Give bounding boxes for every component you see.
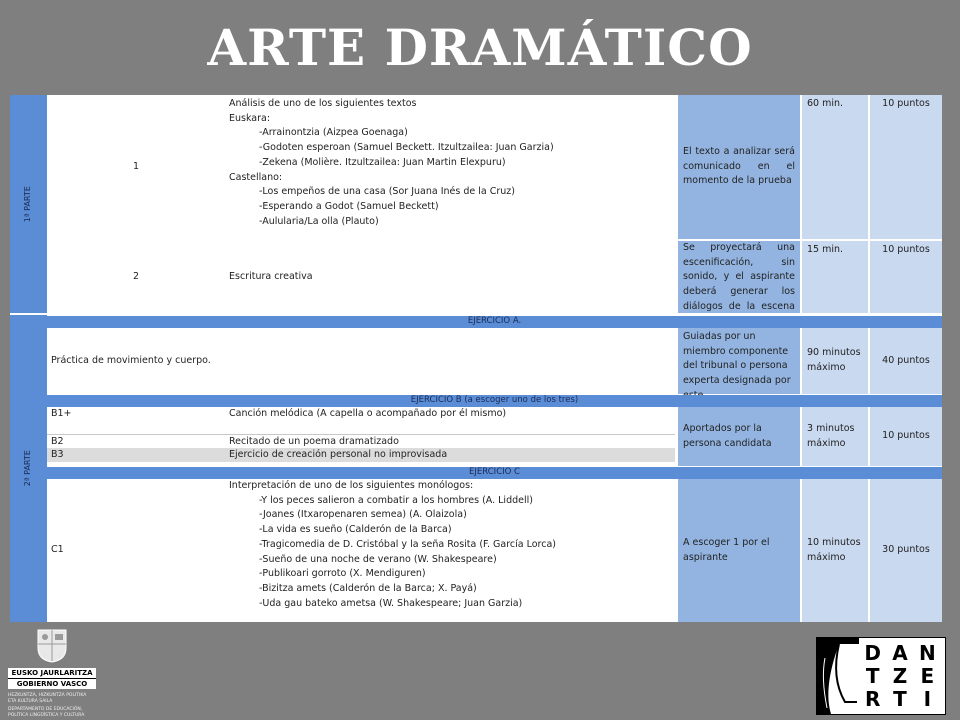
coat-of-arms-icon xyxy=(8,628,96,662)
dantzerti-logo xyxy=(816,637,946,715)
ejercicio-b-header: EJERCICIO B (a escoger uno de los tres) xyxy=(47,395,942,407)
row2-points: 10 puntos xyxy=(870,241,942,313)
ejercicio-a-points: 40 puntos xyxy=(870,328,942,394)
c1-heading: Interpretación de uno de los siguientes monólogos: xyxy=(229,480,474,491)
parte2-label: 2ª PARTE xyxy=(10,315,47,622)
euskara-item: -Arrainontzia (Aizpea Goenaga) xyxy=(259,127,408,139)
stage-curtain-icon xyxy=(817,638,859,714)
ejercicio-b-note: Aportados por la persona candidata xyxy=(678,407,800,466)
euskara-label: Euskara: xyxy=(229,112,271,124)
b3-desc: Ejercicio de creación personal no improvisada xyxy=(225,448,675,462)
castellano-item: -Aulularia/La olla (Plauto) xyxy=(259,215,379,227)
parte1-label: 1ª PARTE xyxy=(10,95,47,313)
c1-content xyxy=(225,479,675,622)
row2-time: 15 min. xyxy=(802,241,868,313)
ejercicio-a-note: Guiadas por un miembro componente del tribunal o persona experta designada por xyxy=(678,328,800,394)
row1-number: 1 xyxy=(132,160,140,172)
dantzerti-wordmark: D A N T Z E R T I xyxy=(864,641,936,711)
page-title: ARTE DRAMÁTICO xyxy=(207,18,753,77)
row1-content xyxy=(225,97,675,239)
monologo-item: -La vida es sueño (Calderón de la Barca) xyxy=(259,524,452,536)
monologo-item: -Publikoari gorroto (X. Mendiguren) xyxy=(259,568,426,580)
ejercicio-b-points: 10 puntos xyxy=(870,407,942,466)
monologo-item: -Sueño de una noche de verano (W. Shakespeare) xyxy=(259,553,497,565)
b1-desc: Canción melódica (A capella o acompañado por él mismo) xyxy=(229,408,507,419)
ejercicio-a-time: 90 minutos máximo xyxy=(802,328,868,394)
logo-name-es: GOBIERNO VASCO xyxy=(8,678,96,689)
b3-code: B3 xyxy=(47,448,225,462)
castellano-item: -Esperando a Godot (Samuel Beckett) xyxy=(259,201,439,213)
b1-code: B1+ xyxy=(51,408,72,419)
row1-points: 10 puntos xyxy=(870,95,942,239)
logo-department: HEZKUNTZA, HIZKUNTZA POLITIKA ETA KULTURA SAILA DEPARTAMENTO DE EDUCACIÓN, POLÍTICA LINGÜÍSTICA Y CULTURA xyxy=(8,693,87,718)
euskara-item: -Zekena (Molière. Itzultzailea: Juan Martin Elexpuru) xyxy=(259,156,506,168)
row1-time: 60 min. xyxy=(802,95,868,239)
monologo-item: -Y los peces salieron a combatir a los hombres (A. Liddell) xyxy=(259,494,533,506)
castellano-item: -Los empeños de una casa (Sor Juana Inés de la Cruz) xyxy=(259,186,515,198)
row2-number: 2 xyxy=(132,270,140,282)
monologo-item: -Tragicomedia de D. Cristóbal y la seña Rosita (F. García Lorca) xyxy=(259,538,557,550)
gobierno-vasco-logo xyxy=(8,628,96,718)
ejercicio-b-time: 3 minutos máximo xyxy=(802,407,868,466)
c1-code: C1 xyxy=(51,544,64,556)
logo-name-eu: EUSKO JAURLARITZA xyxy=(11,669,93,677)
ejercicio-a-desc: Práctica de movimiento y cuerpo. xyxy=(51,354,211,366)
monologo-item: -Joanes (Itxaropenaren semea) (A. Olaizola) xyxy=(259,509,467,521)
monologo-item: -Bizitza amets (Calderón de la Barca; X. Payá) xyxy=(259,583,477,595)
monologo-item: -Uda gau bateko ametsa (W. Shakespeare; Juan Garzia) xyxy=(259,597,523,609)
castellano-label: Castellano: xyxy=(229,171,283,183)
ejercicio-c-note: A escoger 1 por el aspirante xyxy=(678,479,800,622)
euskara-item: -Godoten esperoan (Samuel Beckett. Itzultzailea: Juan Garzia) xyxy=(259,142,554,154)
ejercicio-c-points: 30 puntos xyxy=(870,479,942,622)
row2-desc: Escritura creativa xyxy=(229,270,313,282)
ejercicio-c-header: EJERCICIO C xyxy=(47,467,942,479)
ejercicio-a-header: EJERCICIO A. xyxy=(47,316,942,328)
row2-note: Se proyectará una escenificación, sin sonido, y el aspirante deberá generar los diálogos de la escena xyxy=(678,241,800,313)
b2-code: B2 xyxy=(47,434,225,447)
exam-table xyxy=(10,95,942,622)
ejercicio-c-time: 10 minutos máximo xyxy=(802,479,868,622)
row1-note: El texto a analizar será comunicado en el momento de la prueba xyxy=(678,95,800,239)
row1-heading: Análisis de uno de los siguientes textos xyxy=(229,98,417,109)
b2-desc: Recitado de un poema dramatizado xyxy=(225,434,675,447)
gobierno-vasco-name-box xyxy=(8,668,96,689)
